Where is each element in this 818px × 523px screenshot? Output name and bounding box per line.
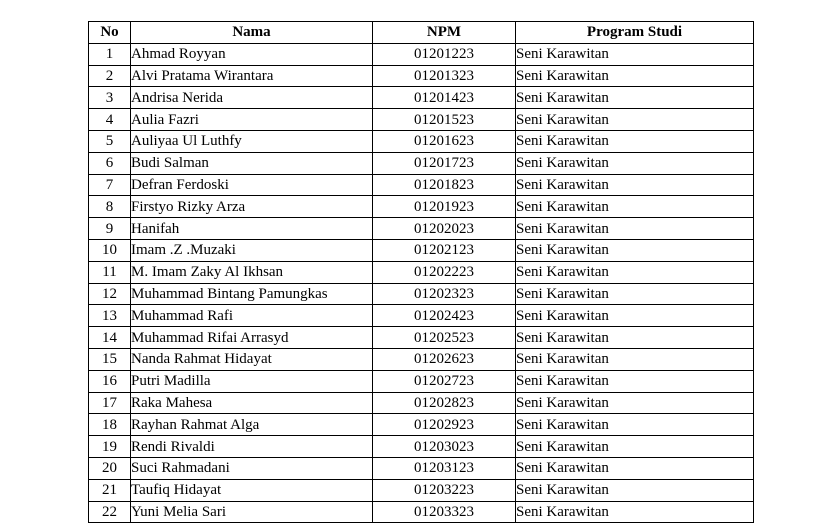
table-row bbox=[89, 152, 754, 174]
table-row bbox=[89, 218, 754, 240]
cell-nama: Nanda Rahmat Hidayat bbox=[131, 348, 373, 370]
cell-no: 22 bbox=[89, 501, 131, 523]
cell-npm: 01202823 bbox=[373, 392, 516, 414]
cell-npm: 01203323 bbox=[373, 501, 516, 523]
table-row bbox=[89, 87, 754, 109]
cell-nama: Alvi Pratama Wirantara bbox=[131, 65, 373, 87]
header-no: No bbox=[89, 22, 131, 44]
student-table bbox=[88, 21, 754, 523]
cell-nama: Defran Ferdoski bbox=[131, 174, 373, 196]
cell-nama: Muhammad Rafi bbox=[131, 305, 373, 327]
cell-npm: 01202923 bbox=[373, 414, 516, 436]
cell-program-studi: Seni Karawitan bbox=[516, 261, 754, 283]
cell-npm: 01202123 bbox=[373, 239, 516, 261]
cell-npm: 01202523 bbox=[373, 327, 516, 349]
cell-nama: Auliyaa Ul Luthfy bbox=[131, 130, 373, 152]
cell-npm: 01202723 bbox=[373, 370, 516, 392]
table-row bbox=[89, 130, 754, 152]
cell-no: 10 bbox=[89, 239, 131, 261]
cell-no: 4 bbox=[89, 109, 131, 131]
table-row bbox=[89, 174, 754, 196]
table-row bbox=[89, 109, 754, 131]
cell-no: 11 bbox=[89, 261, 131, 283]
cell-nama: Ahmad Royyan bbox=[131, 43, 373, 65]
table-row bbox=[89, 501, 754, 523]
cell-npm: 01202423 bbox=[373, 305, 516, 327]
cell-npm: 01201923 bbox=[373, 196, 516, 218]
cell-no: 14 bbox=[89, 327, 131, 349]
cell-nama: Putri Madilla bbox=[131, 370, 373, 392]
cell-nama: Raka Mahesa bbox=[131, 392, 373, 414]
cell-nama: Taufiq Hidayat bbox=[131, 479, 373, 501]
cell-program-studi: Seni Karawitan bbox=[516, 65, 754, 87]
cell-program-studi: Seni Karawitan bbox=[516, 436, 754, 458]
table-row bbox=[89, 65, 754, 87]
cell-npm: 01201823 bbox=[373, 174, 516, 196]
table-row bbox=[89, 327, 754, 349]
cell-npm: 01202623 bbox=[373, 348, 516, 370]
table-row bbox=[89, 261, 754, 283]
cell-no: 3 bbox=[89, 87, 131, 109]
cell-no: 13 bbox=[89, 305, 131, 327]
cell-npm: 01203123 bbox=[373, 457, 516, 479]
table-row bbox=[89, 370, 754, 392]
cell-npm: 01202223 bbox=[373, 261, 516, 283]
cell-program-studi: Seni Karawitan bbox=[516, 501, 754, 523]
cell-program-studi: Seni Karawitan bbox=[516, 305, 754, 327]
cell-program-studi: Seni Karawitan bbox=[516, 392, 754, 414]
cell-npm: 01202323 bbox=[373, 283, 516, 305]
table-row bbox=[89, 283, 754, 305]
cell-program-studi: Seni Karawitan bbox=[516, 218, 754, 240]
cell-program-studi: Seni Karawitan bbox=[516, 283, 754, 305]
cell-program-studi: Seni Karawitan bbox=[516, 370, 754, 392]
table-body bbox=[89, 43, 754, 523]
cell-no: 16 bbox=[89, 370, 131, 392]
header-program-studi: Program Studi bbox=[516, 22, 754, 44]
cell-npm: 01201723 bbox=[373, 152, 516, 174]
header-npm: NPM bbox=[373, 22, 516, 44]
cell-nama: Suci Rahmadani bbox=[131, 457, 373, 479]
cell-no: 20 bbox=[89, 457, 131, 479]
table-row bbox=[89, 196, 754, 218]
table-row bbox=[89, 43, 754, 65]
cell-nama: Hanifah bbox=[131, 218, 373, 240]
cell-npm: 01202023 bbox=[373, 218, 516, 240]
cell-program-studi: Seni Karawitan bbox=[516, 174, 754, 196]
cell-no: 7 bbox=[89, 174, 131, 196]
cell-nama: M. Imam Zaky Al Ikhsan bbox=[131, 261, 373, 283]
cell-no: 19 bbox=[89, 436, 131, 458]
cell-npm: 01201623 bbox=[373, 130, 516, 152]
cell-no: 6 bbox=[89, 152, 131, 174]
cell-npm: 01203023 bbox=[373, 436, 516, 458]
cell-nama: Muhammad Rifai Arrasyd bbox=[131, 327, 373, 349]
cell-program-studi: Seni Karawitan bbox=[516, 87, 754, 109]
cell-program-studi: Seni Karawitan bbox=[516, 152, 754, 174]
cell-nama: Aulia Fazri bbox=[131, 109, 373, 131]
cell-program-studi: Seni Karawitan bbox=[516, 479, 754, 501]
table-row bbox=[89, 479, 754, 501]
cell-npm: 01201423 bbox=[373, 87, 516, 109]
cell-program-studi: Seni Karawitan bbox=[516, 414, 754, 436]
cell-no: 12 bbox=[89, 283, 131, 305]
cell-program-studi: Seni Karawitan bbox=[516, 239, 754, 261]
table-row bbox=[89, 348, 754, 370]
table-row bbox=[89, 392, 754, 414]
cell-program-studi: Seni Karawitan bbox=[516, 196, 754, 218]
cell-no: 21 bbox=[89, 479, 131, 501]
cell-nama: Yuni Melia Sari bbox=[131, 501, 373, 523]
table-row bbox=[89, 239, 754, 261]
table-row bbox=[89, 414, 754, 436]
cell-program-studi: Seni Karawitan bbox=[516, 348, 754, 370]
cell-nama: Firstyo Rizky Arza bbox=[131, 196, 373, 218]
cell-nama: Budi Salman bbox=[131, 152, 373, 174]
cell-no: 9 bbox=[89, 218, 131, 240]
cell-no: 15 bbox=[89, 348, 131, 370]
cell-no: 1 bbox=[89, 43, 131, 65]
cell-npm: 01201323 bbox=[373, 65, 516, 87]
cell-no: 5 bbox=[89, 130, 131, 152]
header-nama: Nama bbox=[131, 22, 373, 44]
table-row bbox=[89, 436, 754, 458]
cell-nama: Andrisa Nerida bbox=[131, 87, 373, 109]
cell-no: 18 bbox=[89, 414, 131, 436]
cell-nama: Muhammad Bintang Pamungkas bbox=[131, 283, 373, 305]
table-row bbox=[89, 305, 754, 327]
cell-nama: Imam .Z .Muzaki bbox=[131, 239, 373, 261]
table-row bbox=[89, 457, 754, 479]
table-header-row bbox=[89, 22, 754, 44]
cell-program-studi: Seni Karawitan bbox=[516, 109, 754, 131]
cell-nama: Rayhan Rahmat Alga bbox=[131, 414, 373, 436]
cell-nama: Rendi Rivaldi bbox=[131, 436, 373, 458]
cell-npm: 01203223 bbox=[373, 479, 516, 501]
cell-no: 17 bbox=[89, 392, 131, 414]
cell-npm: 01201223 bbox=[373, 43, 516, 65]
cell-program-studi: Seni Karawitan bbox=[516, 457, 754, 479]
cell-program-studi: Seni Karawitan bbox=[516, 43, 754, 65]
cell-no: 8 bbox=[89, 196, 131, 218]
cell-no: 2 bbox=[89, 65, 131, 87]
cell-program-studi: Seni Karawitan bbox=[516, 327, 754, 349]
cell-program-studi: Seni Karawitan bbox=[516, 130, 754, 152]
cell-npm: 01201523 bbox=[373, 109, 516, 131]
